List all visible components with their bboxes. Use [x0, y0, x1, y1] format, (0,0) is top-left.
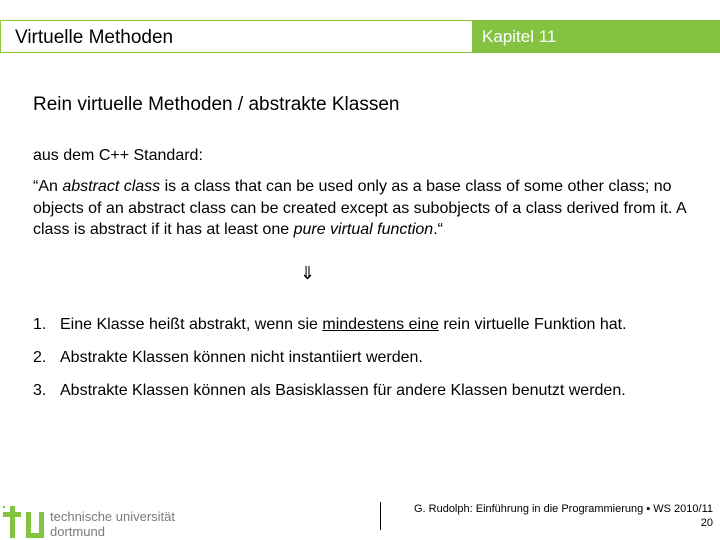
down-arrow-icon: ⇓	[300, 263, 316, 284]
quote-text-2: is a class that can be used only as a base class of some other class; no objects of an abstract class can be created except as subobjects of a class derived from it. A class is abstract if it has at least one	[33, 178, 686, 238]
list-item	[33, 382, 713, 415]
slide-title: Virtuelle Methoden	[15, 27, 174, 48]
slide-subtitle: Rein virtuelle Methoden / abstrakte Klassen	[33, 94, 400, 115]
list-item	[33, 316, 713, 349]
list-text: Abstrakte Klassen können nicht instantiiert werden.	[60, 349, 423, 366]
footer-credit	[380, 502, 713, 530]
tu-dortmund-logo	[0, 500, 200, 540]
quote-emphasis-pure-virtual-function: pure virtual function	[293, 221, 434, 238]
list-number: 2.	[33, 349, 47, 366]
list-number: 1.	[33, 316, 47, 333]
quote-text-1: “An	[33, 178, 63, 195]
numbered-list	[33, 316, 713, 415]
list-text: Eine Klasse heißt abstrakt, wenn sie	[60, 316, 323, 333]
quote-text-3: .“	[433, 221, 443, 238]
logo-text-line2: dortmund	[50, 524, 105, 539]
chapter-label: Kapitel 11	[482, 27, 557, 46]
header-bar	[0, 20, 472, 53]
list-text: Abstrakte Klassen können als Basisklassen für andere Klassen benutzt werden.	[60, 382, 626, 399]
source-label: aus dem C++ Standard:	[33, 147, 203, 164]
list-text-underlined: mindestens eine	[322, 316, 439, 333]
logo-text-line1: technische universität	[50, 509, 176, 524]
chapter-badge	[472, 20, 720, 53]
quote-emphasis-abstract-class: abstract class	[62, 178, 161, 195]
page-number: 20	[700, 517, 713, 529]
tu-logo-dot	[3, 506, 5, 508]
standard-quote	[33, 176, 693, 241]
author-course-credit: G. Rudolph: Einführung in die Programmierung ▪ WS 2010/11	[413, 503, 713, 515]
list-number: 3.	[33, 382, 47, 399]
list-text: rein virtuelle Funktion hat.	[438, 316, 627, 333]
tu-logo-icon	[3, 506, 44, 538]
list-item	[33, 349, 713, 382]
